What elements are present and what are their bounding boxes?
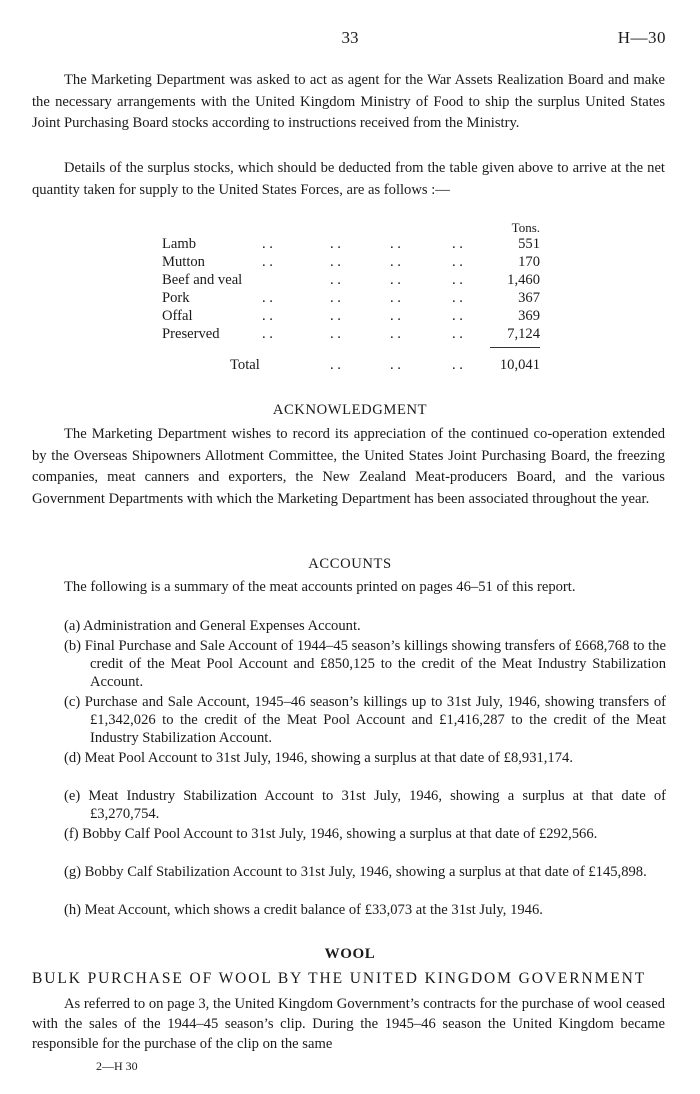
acknowledgment-heading: ACKNOWLEDGMENT	[272, 402, 428, 418]
account-item: (b) Final Purchase and Sale Account of 1944–45 season’s killings showing transfers of £668,768 to the credit of the Meat Pool Account and £850,125 to the credit of the Meat Industry Stabilization Account.	[64, 638, 666, 690]
row-value: 1,460	[507, 272, 540, 288]
account-item: (f) Bobby Calf Pool Account to 31st July, 1946, showing a surplus at that date of £292,566.	[64, 826, 598, 842]
table-row: Pork . . . . . . . . 367	[162, 290, 540, 306]
page-number: 33	[341, 28, 359, 47]
row-label: Beef and veal	[162, 272, 243, 288]
row-label: Mutton	[162, 254, 205, 270]
row-label: Preserved	[162, 326, 220, 342]
row-value: 551	[518, 236, 540, 252]
table-row: Preserved . . . . . . . . 7,124	[162, 326, 540, 342]
table-row: Mutton . . . . . . . . 170	[162, 254, 540, 270]
accounts-intro: The following is a summary of the meat accounts printed on pages 46–51 of this report.	[64, 579, 576, 595]
wool-paragraph: As referred to on page 3, the United Kingdom Government’s contracts for the purchase of wool ceased with the sales of the 1944–45 season’s clip. During the 1945–46 season the United Kingdom became responsible for the purchase of the clip on the same	[32, 996, 665, 1052]
account-item: (d) Meat Pool Account to 31st July, 1946, showing a surplus at that date of £8,931,174.	[64, 750, 573, 766]
row-value: 369	[518, 308, 540, 324]
row-label: Pork	[162, 290, 190, 306]
row-value: 170	[518, 254, 540, 270]
account-item: (g) Bobby Calf Stabilization Account to 31st July, 1946, showing a surplus at that date of £145,898.	[64, 864, 647, 880]
acknowledgment-paragraph: The Marketing Department wishes to record its appreciation of the continued co-operation extended by the Overseas Shipowners Allotment Committee, the United States Joint Purchasing Board, the freezing companies, meat canners and exporters, the New Zealand Meat-producers Board, and the various Government Departments with which the Marketing Department has been associated throughout the year.	[32, 426, 665, 507]
total-row: Total . . . . . . 10,041	[230, 357, 540, 373]
tons-column-header: Tons.	[511, 220, 540, 235]
table-row: Lamb . . . . . . . . 551	[162, 236, 540, 252]
intro-paragraph-1: The Marketing Department was asked to act as agent for the War Assets Realization Board and make the necessary arrangements with the United Kingdom Ministry of Food to ship the surplus United States Joint Purchasing Board stocks according to instructions received from the Ministry.	[32, 72, 665, 132]
account-item: (c) Purchase and Sale Account, 1945–46 season’s killings up to 31st July, 1946, showing transfers of £1,342,026 to the credit of the Meat Pool Account and £1,416,287 to the credit of the Meat Industry Stabilization Account.	[64, 694, 666, 746]
total-value: 10,041	[499, 357, 540, 373]
page-reference: H—30	[617, 28, 666, 47]
wool-heading: WOOL	[324, 946, 376, 962]
total-label: Total	[230, 357, 260, 373]
intro-paragraph-2: Details of the surplus stocks, which should be deducted from the table given above to arrive at the net quantity taken for supply to the United States Forces, are as follows :—	[32, 160, 665, 198]
row-label: Offal	[162, 308, 193, 324]
accounts-heading: ACCOUNTS	[308, 556, 392, 572]
row-value: 7,124	[507, 326, 540, 342]
wool-subheading: BULK PURCHASE OF WOOL BY THE UNITED KINGDOM GOVERNMENT	[32, 970, 647, 987]
surplus-stocks-table	[162, 218, 540, 378]
account-item: (a) Administration and General Expenses Account.	[64, 618, 361, 634]
account-item: (h) Meat Account, which shows a credit balance of £33,073 at the 31st July, 1946.	[64, 902, 543, 918]
account-item: (e) Meat Industry Stabilization Account to 31st July, 1946, showing a surplus at that date of £3,270,754.	[64, 788, 666, 822]
signature-mark: 2—H 30	[96, 1059, 138, 1073]
row-label: Lamb	[162, 236, 197, 252]
total-rule	[490, 347, 540, 348]
table-row: Offal . . . . . . . . 369	[162, 308, 540, 324]
table-row: Beef and veal . . . . . . 1,460	[162, 272, 540, 288]
row-value: 367	[518, 290, 540, 306]
